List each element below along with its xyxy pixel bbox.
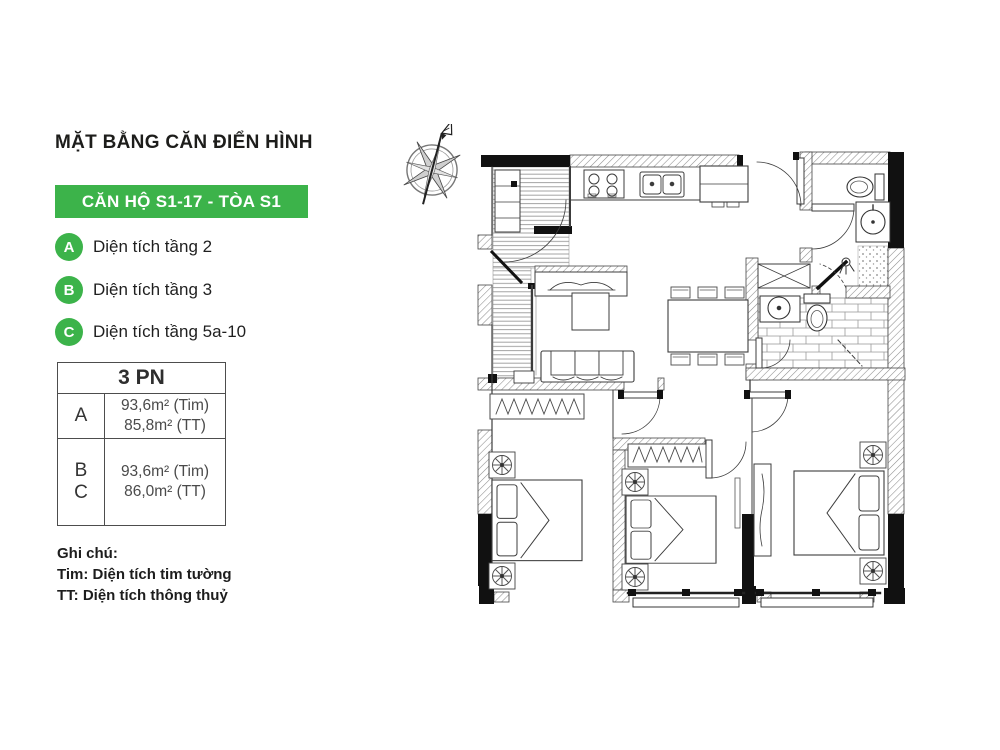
bedroom-3 bbox=[754, 442, 886, 584]
legend-label-a: Diện tích tầng 2 bbox=[93, 237, 213, 256]
fridge-icon bbox=[700, 166, 748, 207]
legend-label-b: Diện tích tầng 3 bbox=[93, 280, 213, 299]
coffee-table bbox=[572, 293, 609, 330]
fan-icon bbox=[622, 469, 648, 495]
legend-item-c bbox=[55, 318, 246, 346]
dining-set bbox=[668, 287, 748, 365]
stove-icon bbox=[584, 170, 624, 198]
legend-badge-b: B bbox=[55, 276, 83, 304]
bed-2 bbox=[626, 496, 716, 563]
bedroom-2 bbox=[622, 469, 740, 590]
row-key: A bbox=[58, 394, 105, 438]
apartment-banner bbox=[55, 185, 308, 218]
area-table-header: 3 PN bbox=[58, 363, 225, 394]
entry-closet bbox=[495, 170, 520, 232]
notes-heading: Ghi chú: bbox=[57, 545, 118, 562]
floor-plan-drawing bbox=[475, 145, 907, 617]
legend-badge-c: C bbox=[55, 318, 83, 346]
wardrobe-1 bbox=[490, 394, 584, 419]
bed-3 bbox=[794, 471, 884, 555]
fan-icon bbox=[860, 442, 886, 468]
notes-line: Tim: Diện tích tim tường bbox=[57, 566, 232, 583]
living-room bbox=[541, 293, 634, 382]
shower-dotted-floor bbox=[858, 246, 888, 290]
dining-table bbox=[668, 300, 748, 352]
notes-line: TT: Diện tích thông thuỷ bbox=[57, 587, 228, 604]
bedroom-1 bbox=[489, 452, 582, 589]
apartment-banner-label: CĂN HỘ S1-17 - TÒA S1 bbox=[81, 191, 282, 211]
fan-icon bbox=[622, 564, 648, 590]
row-values: 93,6m² (Tim) 85,8m² (TT) bbox=[120, 396, 210, 434]
legend-badge-a: A bbox=[55, 233, 83, 261]
round-sink-icon bbox=[856, 202, 890, 242]
dresser bbox=[754, 464, 771, 556]
kitchen-sink-icon bbox=[640, 172, 684, 197]
kitchen bbox=[570, 166, 748, 207]
legend-label-c: Diện tích tầng 5a-10 bbox=[93, 322, 247, 341]
toilet-icon bbox=[847, 174, 884, 200]
row-key: B C bbox=[58, 439, 105, 525]
fan-icon bbox=[860, 558, 886, 584]
window bbox=[628, 589, 744, 607]
fan-icon bbox=[489, 563, 515, 589]
sofa bbox=[541, 351, 634, 382]
dresser bbox=[735, 478, 740, 528]
area-table bbox=[57, 362, 226, 526]
technical-shaft bbox=[758, 264, 810, 288]
bed-1 bbox=[492, 480, 582, 561]
page-title: MẶT BẰNG CĂN ĐIỂN HÌNH bbox=[55, 132, 313, 153]
wardrobe-2 bbox=[628, 444, 706, 467]
legend-item-a bbox=[55, 233, 212, 261]
notes bbox=[57, 543, 232, 606]
row-values: 93,6m² (Tim) 86,0m² (TT) bbox=[120, 462, 210, 500]
sideboard bbox=[535, 272, 627, 296]
table-row bbox=[58, 394, 225, 439]
legend-item-b bbox=[55, 276, 212, 304]
compass-rose-icon bbox=[396, 124, 468, 210]
fan-icon bbox=[489, 452, 515, 478]
table-row bbox=[58, 439, 225, 525]
